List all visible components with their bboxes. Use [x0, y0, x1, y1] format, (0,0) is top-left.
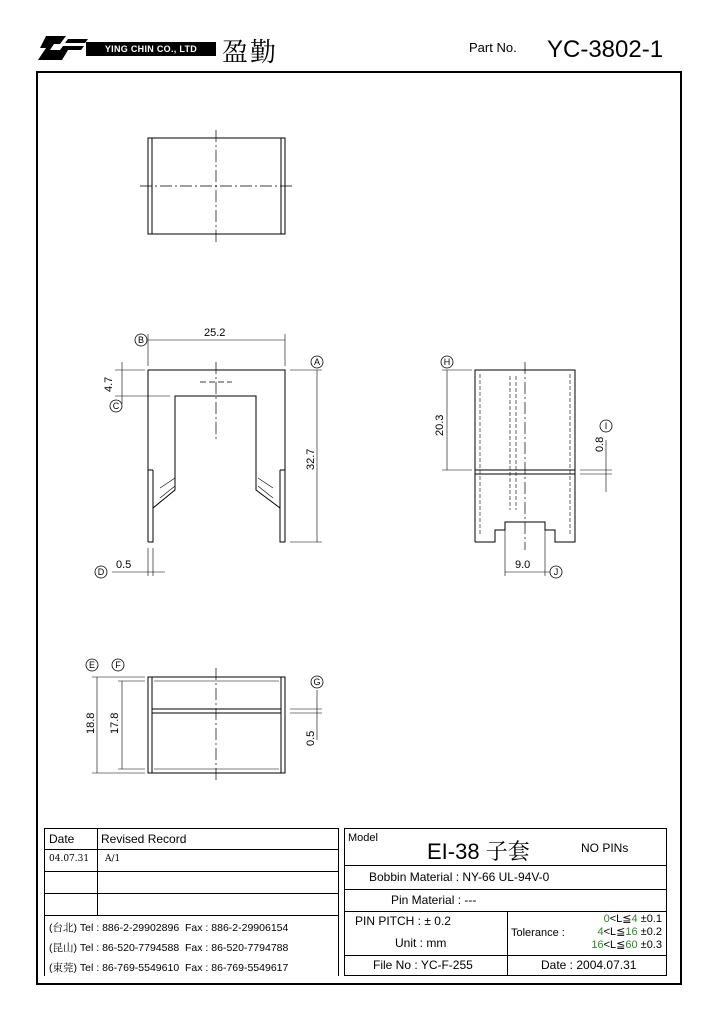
file-number: File No : YC-F-255: [373, 958, 473, 972]
marker-f: F: [115, 660, 121, 670]
revision-record: A/1: [105, 854, 121, 864]
marker-a: A: [313, 357, 321, 367]
tolerance-row: 0<L≦4 ±0.1: [603, 913, 662, 925]
top-view: [140, 130, 294, 242]
part-number: YC-3802-1: [547, 36, 664, 63]
revision-record-header: Revised Record: [101, 832, 187, 846]
revision-date: 04.07.31: [49, 854, 90, 864]
tolerance-label: Tolerance :: [511, 927, 565, 939]
dim-rib: 0.5: [305, 730, 317, 746]
dim-bottom-gap: 9.0: [515, 559, 531, 571]
dim-height: 32.7: [305, 448, 317, 470]
bottom-view: [92, 668, 322, 782]
part-number-label: Part No.: [469, 40, 517, 55]
marker-e: E: [88, 660, 96, 670]
contact-dongguan: (東莞) Tel : 86-769-5549610 Fax : 86-769-5549617: [49, 962, 289, 974]
tolerance-row: 16<L≦60 ±0.3: [591, 939, 662, 951]
front-view: [112, 334, 322, 576]
pin-pitch: PIN PITCH : ± 0.2: [355, 914, 451, 928]
dim-wall-top: 4.7: [103, 376, 115, 392]
dim-wall-side: 0.5: [116, 559, 132, 571]
revision-date-header: Date: [49, 832, 75, 846]
dim-depth-inner: 17.8: [109, 712, 121, 734]
tolerance-table: [591, 913, 662, 952]
marker-c: C: [112, 401, 120, 411]
model-value: EI-38 子套: [427, 839, 530, 864]
marker-b: B: [137, 335, 145, 345]
company-name-en: YING CHIN CO., LTD: [86, 42, 216, 56]
dim-width: 25.2: [204, 327, 226, 339]
contact-kunshan: (昆山) Tel : 86-520-7794588 Fax : 86-520-7794788: [49, 942, 289, 954]
dim-slot: 0.8: [594, 436, 606, 452]
drawing-date: Date : 2004.07.31: [541, 958, 637, 972]
title-block: [344, 828, 667, 976]
marker-i: I: [604, 421, 608, 431]
side-view: [442, 362, 612, 576]
marker-h: H: [443, 357, 451, 367]
revision-block: [44, 828, 339, 976]
marker-g: G: [313, 677, 321, 687]
dim-depth-outer: 18.8: [85, 712, 97, 734]
pins-note: NO PINs: [581, 841, 629, 855]
marker-j: J: [553, 567, 559, 577]
dim-side-height: 20.3: [434, 414, 446, 436]
company-name-cn: 盈勤: [222, 38, 279, 68]
model-label: Model: [348, 832, 378, 844]
contact-taipei: (台北) Tel : 886-2-29902896 Fax : 886-2-29906154: [49, 922, 289, 934]
tolerance-row: 4<L≦16 ±0.2: [597, 926, 662, 938]
pin-material: Pin Material : ---: [391, 893, 477, 907]
bobbin-material: Bobbin Material : NY-66 UL-94V-0: [369, 870, 550, 884]
unit: Unit : mm: [395, 936, 447, 950]
marker-d: D: [97, 567, 105, 577]
